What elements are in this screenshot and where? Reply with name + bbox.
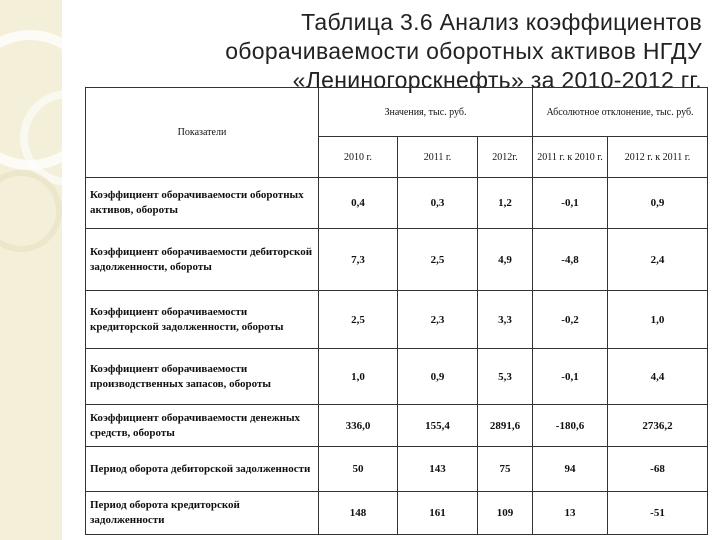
row-label: Период оборота дебиторской задолженности	[86, 447, 319, 492]
table-header-row	[86, 88, 708, 137]
cell-value: 161	[398, 492, 478, 535]
cell-value: 94	[533, 447, 608, 492]
row-label: Период оборота кредиторской задолженности	[86, 492, 319, 535]
table-row	[86, 349, 708, 405]
cell-value: 5,3	[478, 349, 533, 405]
slide-title: Таблица 3.6 Анализ коэффициентов оборачиваемости оборотных активов НГДУ «Лениногорскнефть» за 2010-2012 гг.	[225, 9, 702, 93]
table-row	[86, 178, 708, 229]
table-row	[86, 447, 708, 492]
cell-value: 4,4	[608, 349, 708, 405]
cell-value: 3,3	[478, 291, 533, 349]
cell-value: 2891,6	[478, 405, 533, 447]
cell-value: 2,5	[319, 291, 398, 349]
header-year: 2010 г.	[319, 137, 398, 178]
row-label: Коэффициент оборачиваемости денежных средств, обороты	[86, 405, 319, 447]
cell-value: 75	[478, 447, 533, 492]
cell-value: 0,4	[319, 178, 398, 229]
table-row	[86, 291, 708, 349]
cell-value: -51	[608, 492, 708, 535]
cell-value: 148	[319, 492, 398, 535]
cell-value: -0,1	[533, 349, 608, 405]
header-deviation-group: Абсолютное отклонение, тыс. руб.	[533, 88, 708, 137]
cell-value: 143	[398, 447, 478, 492]
turnover-table	[85, 87, 708, 535]
cell-value: 2,3	[398, 291, 478, 349]
cell-value: 13	[533, 492, 608, 535]
cell-value: 0,9	[608, 178, 708, 229]
row-label: Коэффициент оборачиваемости производственных запасов, обороты	[86, 349, 319, 405]
cell-value: 0,9	[398, 349, 478, 405]
cell-value: 1,0	[608, 291, 708, 349]
header-year: 2011 г. к 2010 г.	[533, 137, 608, 178]
table-row	[86, 492, 708, 535]
cell-value: -0,1	[533, 178, 608, 229]
cell-value: -0,2	[533, 291, 608, 349]
table-row	[86, 405, 708, 447]
cell-value: 50	[319, 447, 398, 492]
decorative-side-panel	[0, 0, 62, 540]
cell-value: 4,9	[478, 229, 533, 291]
header-year: 2012 г. к 2011 г.	[608, 137, 708, 178]
header-year: 2012г.	[478, 137, 533, 178]
header-values-group: Значения, тыс. руб.	[319, 88, 533, 137]
header-year: 2011 г.	[398, 137, 478, 178]
cell-value: 109	[478, 492, 533, 535]
cell-value: 2736,2	[608, 405, 708, 447]
cell-value: 2,4	[608, 229, 708, 291]
cell-value: 155,4	[398, 405, 478, 447]
cell-value: -4,8	[533, 229, 608, 291]
row-label: Коэффициент оборачиваемости дебиторской задолженности, обороты	[86, 229, 319, 291]
table-row	[86, 229, 708, 291]
header-indicator: Показатели	[86, 88, 319, 178]
cell-value: -180,6	[533, 405, 608, 447]
row-label: Коэффициент оборачиваемости кредиторской задолженности, обороты	[86, 291, 319, 349]
cell-value: -68	[608, 447, 708, 492]
cell-value: 2,5	[398, 229, 478, 291]
cell-value: 1,0	[319, 349, 398, 405]
cell-value: 7,3	[319, 229, 398, 291]
cell-value: 0,3	[398, 178, 478, 229]
cell-value: 1,2	[478, 178, 533, 229]
row-label: Коэффициент оборачиваемости оборотных активов, обороты	[86, 178, 319, 229]
cell-value: 336,0	[319, 405, 398, 447]
